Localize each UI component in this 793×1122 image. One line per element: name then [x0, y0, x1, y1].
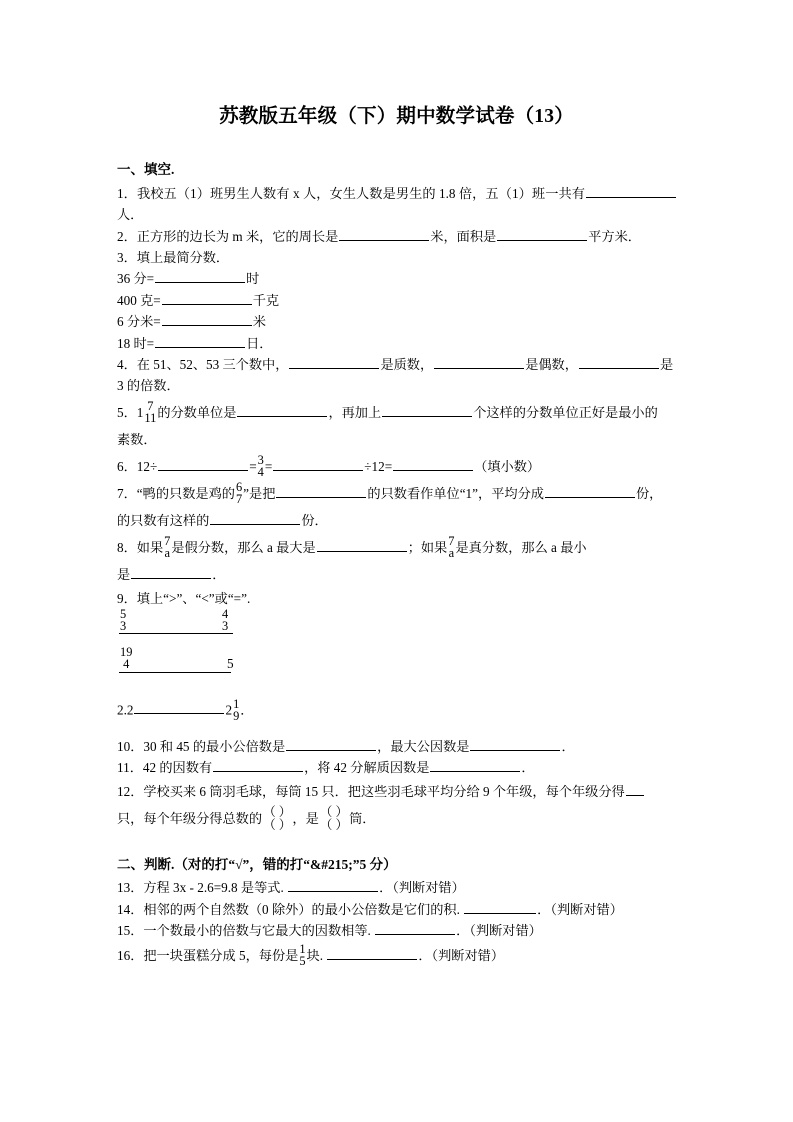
question-9-row-3-left-value: 2.2: [117, 702, 134, 718]
question-12-fraction-2[interactable]: [320, 806, 348, 831]
question-14-blank[interactable]: [464, 900, 536, 914]
question-9: [117, 588, 677, 609]
question-8-text-a: 如果: [136, 539, 164, 555]
question-11-blank-1[interactable]: [213, 759, 303, 773]
question-4-blank-1[interactable]: [289, 355, 379, 369]
question-8-text-d: 是真分数，那么 a 最小: [455, 539, 587, 555]
question-4-text-a: 在 51、52、53 三个数中，: [136, 356, 289, 372]
question-13-text-b: ．（判断对错）: [379, 880, 465, 896]
question-4-blank-3[interactable]: [579, 355, 659, 369]
question-3-line-2-blank[interactable]: [162, 291, 252, 305]
question-4-text-c: 是偶数，: [525, 356, 578, 372]
question-4-text-e: 3 的倍数．: [117, 378, 180, 394]
question-2-text-a: 正方形的边长为 m 米，它的周长是: [136, 228, 339, 244]
question-9-row-1-left-numerator: 5: [120, 607, 127, 622]
question-9-comparison-row-1: [117, 609, 677, 647]
question-1-text-b: 人．: [117, 207, 144, 223]
question-3-line-1: [117, 268, 677, 289]
question-3-line-3-blank[interactable]: [162, 313, 252, 327]
question-9-row-1-right-numerator: 4: [222, 607, 229, 622]
question-16-blank[interactable]: [327, 946, 417, 960]
question-11-text-b: ，将 42 分解质因数是: [304, 760, 430, 776]
question-10-text-b: ，最大公因数是: [377, 738, 470, 754]
question-2-number: 2．: [117, 228, 137, 244]
question-3-line-3-unit: 米: [252, 314, 266, 330]
question-3-line-1-prefix: 36 分=: [117, 271, 155, 287]
question-7-text-b: ”是把: [243, 485, 276, 501]
question-8-fraction-1-denominator: a: [164, 546, 170, 561]
question-13-blank[interactable]: [288, 879, 378, 893]
question-9-row-3-denominator: 9: [233, 708, 240, 723]
question-16-fraction: [299, 941, 306, 968]
question-12-number: 12．: [117, 784, 144, 800]
question-12: [117, 778, 677, 832]
question-6-blank-1[interactable]: [158, 457, 248, 471]
question-5-whole-number: 1: [136, 404, 144, 420]
question-9-comparison-row-2: [117, 647, 677, 685]
question-5-blank-1[interactable]: [237, 403, 327, 417]
question-6: [117, 453, 677, 480]
question-10: [117, 736, 677, 757]
question-7-blank-3[interactable]: [210, 511, 300, 525]
question-15-text-a: 一个数最小的倍数与它最大的因数相等.: [143, 923, 371, 939]
question-6-equals-2: =: [264, 458, 273, 474]
question-5-text-b: ，再加上: [328, 404, 382, 420]
question-8-number: 8．: [117, 539, 137, 555]
question-14-text-b: ．（判断对错）: [537, 901, 623, 917]
question-9-row-1-left-denominator: 3: [120, 619, 127, 634]
question-9-row-3-numerator: 1: [233, 696, 240, 711]
question-1-number: 1．: [117, 185, 137, 201]
question-11-text-c: ．: [521, 760, 535, 776]
question-12-fraction-1-numerator: （ ）: [263, 805, 292, 820]
question-9-row-2-right-value: 5: [227, 656, 234, 672]
question-12-text-c: ，是: [292, 811, 319, 827]
question-3-line-1-unit: 时: [246, 271, 260, 287]
question-9-row-2-left-fraction: [119, 647, 133, 671]
question-12-fraction-2-denominator: （ ）: [319, 817, 349, 832]
question-14-text-a: 相邻的两个自然数（0 除外）的最小公倍数是它们的积.: [143, 901, 460, 917]
question-5: [117, 399, 677, 453]
question-6-fraction: [258, 455, 264, 479]
question-5-text-c: 个这样的分数单位正好是最小的: [473, 404, 658, 420]
question-9-row-1-blank[interactable]: [119, 633, 233, 634]
question-10-text-c: ．: [561, 738, 575, 754]
question-5-fraction-numerator: 7: [147, 398, 154, 413]
question-9-row-3-blank[interactable]: [134, 701, 224, 715]
question-4-blank-2[interactable]: [434, 355, 524, 369]
question-2-text-c: 平方米．: [588, 228, 641, 244]
question-9-comparison-row-3: [117, 696, 677, 723]
question-8-fraction-2-denominator: a: [448, 546, 455, 561]
question-9-row-2-left-denominator: 4: [123, 657, 130, 672]
question-12-text-a: 学校买来 6 筒羽毛球，每筒 15 只．把这些羽毛球平均分给 9 个年级，每个年级分得: [143, 784, 625, 800]
question-9-row-3-fraction: [233, 696, 240, 723]
question-8-text-c: ；如果: [407, 539, 448, 555]
question-6-blank-2[interactable]: [273, 457, 363, 471]
question-11-text-a: 42 的因数有: [142, 760, 213, 776]
question-6-text-c: （填小数）: [474, 458, 541, 474]
question-5-text-d: 素数．: [117, 431, 157, 447]
question-16-fraction-denominator: 5: [299, 953, 306, 968]
question-3-line-3: [117, 311, 677, 332]
question-7-text-c: 的只数看作单位“1”，平均分成: [367, 485, 544, 501]
question-3-line-2-prefix: 400 克=: [117, 292, 161, 308]
question-12-fraction-1-denominator: （ ）: [263, 817, 292, 832]
question-8-text-e: 是: [117, 567, 131, 583]
question-1: [117, 183, 677, 226]
question-6-text-b: ÷12=: [364, 458, 393, 474]
question-6-number: 6．: [117, 458, 137, 474]
question-6-equals-1: =: [249, 458, 257, 474]
question-2: [117, 226, 677, 247]
question-13-number: 13．: [117, 880, 144, 896]
question-3: [117, 247, 677, 268]
question-3-line-1-blank[interactable]: [155, 270, 245, 284]
question-15-number: 15．: [117, 923, 144, 939]
question-9-row-2-left-numerator: 19: [120, 645, 133, 660]
question-2-blank-2[interactable]: [497, 227, 587, 241]
question-5-fraction: [144, 398, 157, 425]
question-10-number: 10．: [117, 738, 144, 754]
question-9-row-1-left-fraction: [119, 609, 127, 633]
question-6-fraction-denominator: 4: [257, 465, 264, 479]
question-5-text-a: 的分数单位是: [157, 404, 237, 420]
question-3-line-3-prefix: 6 分米=: [117, 314, 161, 330]
question-16-text-a: 把一块蛋糕分成 5，每份是: [143, 947, 299, 963]
question-16-number: 16．: [117, 947, 144, 963]
question-7-text-f: 份．: [301, 512, 328, 528]
question-3-line-4-prefix: 18 时=: [117, 335, 155, 351]
question-9-row-3-tail: ．: [240, 702, 254, 718]
exam-content: [117, 160, 677, 969]
question-12-fraction-2-numerator: （ ）: [319, 805, 349, 820]
question-2-blank-1[interactable]: [339, 227, 429, 241]
question-3-line-2-unit: 千克: [252, 292, 280, 308]
question-10-blank-1[interactable]: [286, 737, 376, 751]
question-9-row-1-right-denominator: 3: [222, 619, 229, 634]
question-10-text-a: 30 和 45 的最小公倍数是: [143, 738, 286, 754]
question-15-blank[interactable]: [375, 922, 455, 936]
question-4-text-b: 是质数，: [380, 356, 434, 372]
question-11-number: 11．: [117, 760, 143, 776]
question-8-fraction-2: [448, 536, 454, 560]
question-8-fraction-1: [164, 536, 170, 560]
question-14: [117, 899, 677, 920]
question-4-text-d: 是: [659, 356, 674, 372]
question-11-blank-2[interactable]: [430, 759, 520, 773]
question-16-text-c: ．（判断对错）: [418, 947, 505, 963]
question-9-text: 填上“>”、“<”或“=”.: [136, 591, 251, 607]
question-3-line-4-unit: 日．: [246, 335, 273, 351]
question-9-row-3-whole-number: 2: [225, 702, 233, 718]
question-14-number: 14．: [117, 901, 144, 917]
question-9-number: 9．: [117, 591, 137, 607]
question-12-text-b: 只，每个年级分得总数的: [117, 811, 263, 827]
question-6-text-a: 12÷: [136, 458, 158, 474]
question-7-number: 7．: [117, 485, 137, 501]
question-3-line-4: [117, 333, 677, 354]
question-7-text-e: 的只数有这样的: [117, 512, 210, 528]
question-7: [117, 480, 677, 534]
section-heading-fill-in-blank: 一、填空.: [117, 162, 175, 177]
question-8-text-f: ．: [212, 567, 226, 583]
question-7-fraction-numerator: 6: [235, 480, 243, 495]
question-6-blank-3[interactable]: [393, 457, 473, 471]
page-title: 苏教版五年级（下）期中数学试卷（13）: [219, 106, 574, 127]
question-4: [117, 354, 677, 397]
question-6-fraction-numerator: 3: [257, 453, 264, 468]
question-5-blank-2[interactable]: [382, 403, 472, 417]
question-7-text-a: “鸭的只数是鸡的: [136, 485, 235, 501]
question-8-blank-1[interactable]: [317, 538, 407, 552]
question-3-line-2: [117, 290, 677, 311]
question-7-blank-2[interactable]: [545, 484, 635, 498]
question-12-text-d: 筒．: [349, 811, 376, 827]
question-9-row-1-right-fraction: [221, 609, 229, 633]
question-1-text-a: 我校五（1）班男生人数有 x 人，女生人数是男生的 1.8 倍，五（1）班一共有: [136, 185, 586, 201]
question-7-fraction: [236, 482, 242, 506]
question-16: [117, 942, 677, 969]
question-13-text-a: 方程 3x - 2.6=9.8 是等式.: [143, 880, 284, 896]
question-10-blank-2[interactable]: [470, 737, 560, 751]
question-3-line-4-blank[interactable]: [155, 334, 245, 348]
question-3-text: 填上最简分数．: [136, 250, 230, 266]
section-heading-true-false: 二、判断.（对的打“√”，错的打“&#215;”5 分）: [117, 856, 397, 872]
question-13: [117, 877, 677, 898]
question-5-fraction-denominator: 11: [144, 410, 157, 425]
question-11: [117, 757, 677, 778]
question-15: [117, 920, 677, 941]
question-15-text-b: ．（判断对错）: [456, 923, 542, 939]
question-7-fraction-denominator: 7: [235, 492, 243, 507]
question-7-blank-1[interactable]: [276, 484, 366, 498]
question-8-text-b: 是假分数，那么 a 最大是: [171, 539, 316, 555]
question-16-fraction-numerator: 1: [299, 941, 306, 956]
question-12-blank-1[interactable]: [626, 783, 644, 797]
question-12-fraction-1[interactable]: [263, 806, 291, 831]
question-8-fraction-1-numerator: 7: [164, 534, 171, 549]
question-2-text-b: 米，面积是: [430, 228, 497, 244]
question-8-blank-2[interactable]: [131, 566, 211, 580]
question-16-text-b: 块.: [306, 947, 324, 963]
question-1-blank-1[interactable]: [586, 184, 676, 198]
question-5-number: 5．: [117, 404, 137, 420]
question-9-row-2-blank[interactable]: [119, 672, 231, 673]
question-4-number: 4．: [117, 356, 137, 372]
question-7-text-d: 份，: [635, 485, 663, 501]
question-8-fraction-2-numerator: 7: [448, 534, 455, 549]
question-3-number: 3．: [117, 250, 137, 266]
question-8: [117, 534, 677, 588]
